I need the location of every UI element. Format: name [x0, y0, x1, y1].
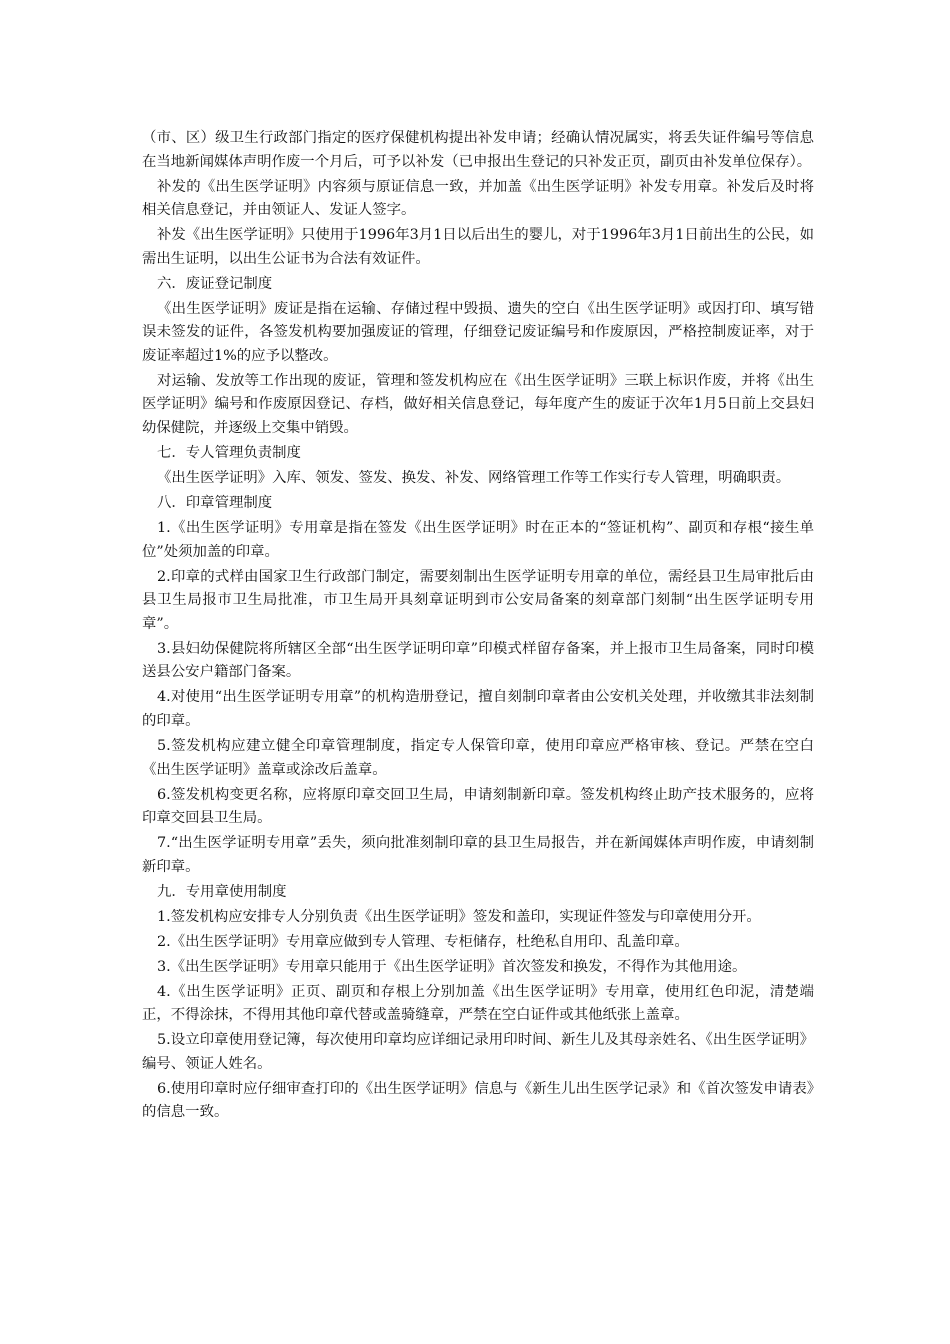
list-item-seal-7: 7.“出生医学证明专用章”丢失，须向批准刻制印章的县卫生局报告，并在新闻媒体声明作废，申请刻制新印章。	[142, 835, 814, 875]
paragraph-void-handling: 对运输、发放等工作出现的废证，管理和签发机构应在《出生医学证明》三联上标识作废，并将《出生医学证明》编号和作废原因登记、存档，做好相关信息登记，每年度产生的废证于次年1月5日前上交县妇幼保健院，并逐级上交集中销毁。	[142, 372, 814, 437]
list-item-seal-3: 3.县妇幼保健院将所辖区全部“出生医学证明印章”印模式样留存备案，并上报市卫生局备案，同时印模送县公安户籍部门备案。	[142, 640, 814, 681]
list-item-seal-4: 4.对使用“出生医学证明专用章”的机构造册登记，擅自刻制印章者由公安机关处理，并收缴其非法刻制的印章。	[142, 689, 814, 729]
paragraph-void-definition: 《出生医学证明》废证是指在运输、存储过程中毁损、遗失的空白《出生医学证明》或因打印、填写错误未签发的证件，各签发机构要加强废证的管理，仔细登记废证编号和作废原因，严格控制废证率，对于废证率超过1%的应予以整改。	[142, 300, 814, 364]
list-item-seal-5: 5.签发机构应建立健全印章管理制度，指定专人保管印章，使用印章应严格审核、登记。严禁在空白《出生医学证明》盖章或涂改后盖章。	[142, 737, 814, 778]
paragraph-reissue-application: （市、区）级卫生行政部门指定的医疗保健机构提出补发申请；经确认情况属实，将丢失证件编号等信息在当地新闻媒体声明作废一个月后，可予以补发（已申报出生登记的只补发正页，副页由补发单位保存）。	[142, 130, 814, 170]
section-heading-6: 六．废证登记制度	[157, 275, 273, 292]
list-item-seal-6: 6.签发机构变更名称，应将原印章交回卫生局，申请刻制新印章。签发机构终止助产技术服务的，应将印章交回县卫生局。	[142, 786, 814, 827]
paragraph-reissue-content: 补发的《出生医学证明》内容须与原证信息一致，并加盖《出生医学证明》补发专用章。补发后及时将相关信息登记，并由领证人、发证人签字。	[142, 178, 814, 219]
list-item-usage-5: 5.设立印章使用登记簿，每次使用印章均应详细记录用印时间、新生儿及其母亲姓名、《出生医学证明》编号、领证人姓名。	[142, 1032, 814, 1072]
section-heading-8: 八．印章管理制度	[157, 495, 273, 512]
list-item-seal-2: 2.印章的式样由国家卫生行政部门制定，需要刻制出生医学证明专用章的单位，需经县卫生局审批后由县卫生局报市卫生局批准，市卫生局开具刻章证明到市公安局备案的刻章部门刻制“出生医学证明专用章”。	[142, 568, 814, 632]
list-item-usage-2: 2.《出生医学证明》专用章应做到专人管理、专柜储存，杜绝私自用印、乱盖印章。	[157, 933, 689, 950]
list-item-usage-1: 1.签发机构应安排专人分别负责《出生医学证明》签发和盖印，实现证件签发与印章使用分开。	[157, 908, 761, 925]
document-page	[142, 127, 814, 1126]
list-item-usage-4: 4.《出生医学证明》正页、副页和存根上分别加盖《出生医学证明》专用章，使用红色印泥，清楚端正，不得涂抹，不得用其他印章代替或盖骑缝章，严禁在空白证件或其他纸张上盖章。	[142, 983, 814, 1024]
list-item-usage-6: 6.使用印章时应仔细审查打印的《出生医学证明》信息与《新生儿出生医学记录》和《首次签发申请表》的信息一致。	[142, 1080, 814, 1121]
section-heading-9: 九．专用章使用制度	[157, 883, 287, 900]
section-heading-7: 七．专人管理负责制度	[157, 445, 301, 462]
list-item-seal-1: 1.《出生医学证明》专用章是指在签发《出生医学证明》时在正本的“签证机构”、副页和存根“接生单位”处须加盖的印章。	[142, 520, 814, 560]
list-item-usage-3: 3.《出生医学证明》专用章只能用于《出生医学证明》首次签发和换发，不得作为其他用途。	[157, 958, 747, 975]
paragraph-reissue-scope: 补发《出生医学证明》只使用于1996年3月1日以后出生的婴儿，对于1996年3月1日前出生的公民，如需出生证明，以出生公证书为合法有效证件。	[142, 227, 814, 267]
paragraph-dedicated-management: 《出生医学证明》入库、领发、签发、换发、补发、网络管理工作等工作实行专人管理，明确职责。	[157, 470, 791, 487]
